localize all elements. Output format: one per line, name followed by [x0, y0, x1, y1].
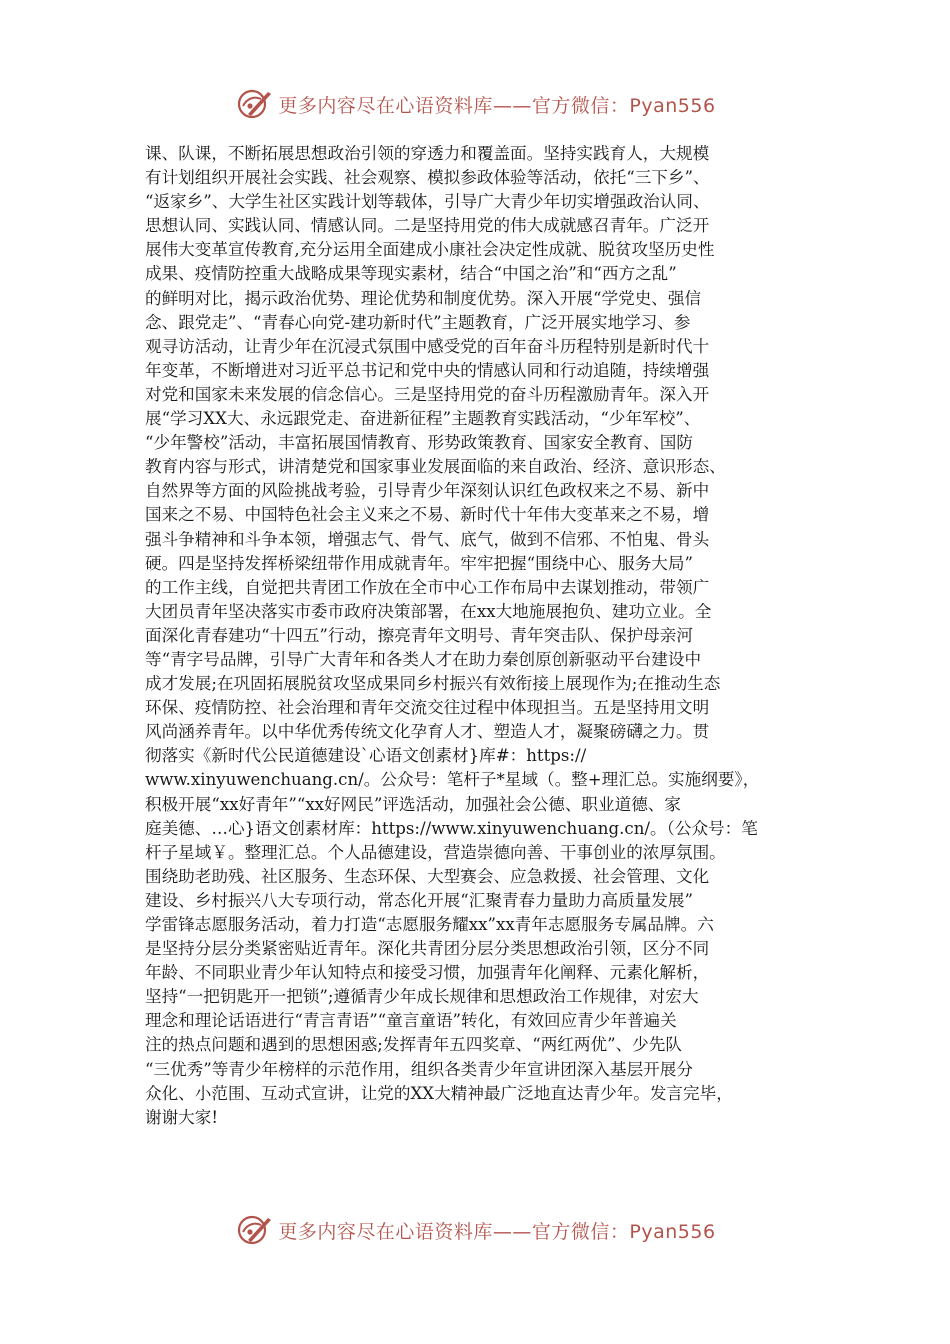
body-line: 注的热点问题和遇到的思想困惑;发挥青年五四奖章、“两红两优”、少先队 [145, 1035, 682, 1055]
body-line: 强斗争精神和斗争本领，增强志气、骨气、底气，做到不信邪、不怕鬼、骨头 [145, 529, 710, 549]
body-line: 教育内容与形式，讲清楚党和国家事业发展面临的来自政治、经济、意识形态、 [145, 457, 726, 477]
body-line: “三优秀”等青少年榜样的示范作用，组织各类青少年宣讲团深入基层开展分 [145, 1059, 693, 1079]
body-line: 年变革，不断增进对习近平总书记和党中央的情感认同和行动追随，持续增强 [145, 360, 710, 380]
body-line: 环保、疫情防控、社会治理和青年交流交往过程中体现担当。五是坚持用文明 [145, 698, 710, 718]
body-line: 彻落实《新时代公民道德建设`心语文创素材}库#：https:// [145, 746, 587, 766]
body-line: 大团员青年坚决落实市委市政府决策部署，在xx大地施展抱负、建功立业。全 [145, 601, 712, 621]
body-line: 年龄、不同职业青少年认知特点和接受习惯，加强青年化阐释、元素化解析， [145, 963, 710, 983]
body-line: 杆子星域￥。整理汇总。个人品德建设，营造崇德向善、干事创业的浓厚氛围。 [145, 842, 726, 862]
body-line: 的鲜明对比，揭示政治优势、理论优势和制度优势。深入开展“学党史、强信 [145, 288, 702, 308]
body-line: 自然界等方面的风险挑战考验，引导青少年深刻认识红色政权来之不易、新中 [145, 481, 710, 501]
body-line: 有计划组织开展社会实践、社会观察、模拟参政体验等活动，依托“三下乡”、 [145, 168, 710, 188]
body-line: 的工作主线，自觉把共青团工作放在全市中心工作布局中去谋划推动，带领广 [145, 577, 710, 597]
body-line: 学雷锋志愿服务活动，着力打造“志愿服务耀xx”xx青年志愿服务专属品牌。六 [145, 915, 714, 934]
body-line: 课、队课，不断拓展思想政治引领的穿透力和覆盖面。坚持实践育人，大规模 [145, 144, 710, 163]
body-line: 是坚持分层分类紧密贴近青年。深化共青团分层分类思想政治引领，区分不同 [145, 939, 710, 959]
pen-logo-icon [234, 1210, 274, 1250]
body-line: 面深化青春建功“十四五”行动，擦亮青年文明号、青年突击队、保护母亲河 [145, 625, 693, 645]
body-line: 展“学习XX大、永远跟党走、奋进新征程”主题教育实践活动，“少年军校”、 [145, 409, 701, 429]
body-line: www.xinyuwenchuang.cn/。公众号：笔杆子*星域（。整+理汇总。实施纲要》， [145, 770, 760, 790]
body-line: 成才发展;在巩固拓展脱贫攻坚成果同乡村振兴有效衔接上展现作为;在推动生态 [145, 674, 721, 694]
banner-text: 更多内容尽在心语资料库——官方微信：Pyan556 [278, 1220, 716, 1243]
body-line: “少年警校”活动，丰富拓展国情教育、形势政策教育、国家安全教育、国防 [145, 433, 693, 453]
body-line: 国来之不易、中国特色社会主义来之不易、新时代十年伟大变革来之不易，增 [145, 505, 710, 525]
body-line: 展伟大变革宣传教育,充分运用全面建成小康社会决定性成就、脱贫攻坚历史性 [145, 240, 715, 260]
document-body [145, 142, 810, 1130]
body-line: 硬。四是坚持发挥桥梁纽带作用成就青年。牢牢把握“围绕中心、服务大局” [145, 553, 693, 573]
body-line: 众化、小范围、互动式宣讲，让党的XX大精神最广泛地直达青少年。发言完毕， [145, 1083, 733, 1103]
body-line: 等“青字号品牌，引导广大青年和各类人才在助力秦创原创新驱动平台建设中 [145, 649, 702, 669]
body-line: “返家乡”、大学生社区实践计划等载体，引导广大青少年切实增强政治认同、 [145, 192, 710, 212]
pen-logo-icon [234, 84, 274, 124]
body-line: 庭美德、…心}语文创素材库：https://www.xinyuwenchuang.cn/。（公众号：笔 [145, 818, 758, 838]
body-line: 念、跟党走”、“青春心向党-建功新时代”主题教育，广泛开展实地学习、参 [145, 312, 691, 332]
body-line: 建设、乡村振兴八大专项行动，常态化开展“汇聚青春力量助力高质量发展” [145, 890, 693, 910]
body-line: 积极开展“xx好青年”“xx好网民”评选活动，加强社会公德、职业道德、家 [145, 794, 681, 814]
body-line: 观寻访活动，让青少年在沉浸式氛围中感受党的百年奋斗历程特别是新时代十 [145, 336, 710, 356]
banner-text: 更多内容尽在心语资料库——官方微信：Pyan556 [278, 94, 716, 117]
body-line: 思想认同、实践认同、情感认同。二是坚持用党的伟大成就感召青年。广泛开 [145, 216, 710, 236]
body-line: 谢谢大家! [145, 1107, 219, 1127]
body-line: 对党和国家未来发展的信念信心。三是坚持用党的奋斗历程激励青年。深入开 [145, 384, 710, 404]
body-line: 理念和理论话语进行“青言青语”“童言童语”转化，有效回应青少年普遍关 [145, 1011, 677, 1031]
header-banner [0, 84, 950, 124]
footer-banner [0, 1210, 950, 1250]
body-line: 成果、疫情防控重大战略成果等现实素材，结合“中国之治”和“西方之乱” [145, 264, 677, 284]
body-line: 坚持“一把钥匙开一把锁”;遵循青少年成长规律和思想政治工作规律，对宏大 [145, 987, 699, 1007]
body-line: 围绕助老助残、社区服务、生态环保、大型赛会、应急救援、社会管理、文化 [145, 866, 710, 886]
body-line: 风尚涵养青年。以中华优秀传统文化孕育人才、塑造人才，凝聚磅礴之力。贯 [145, 722, 710, 742]
